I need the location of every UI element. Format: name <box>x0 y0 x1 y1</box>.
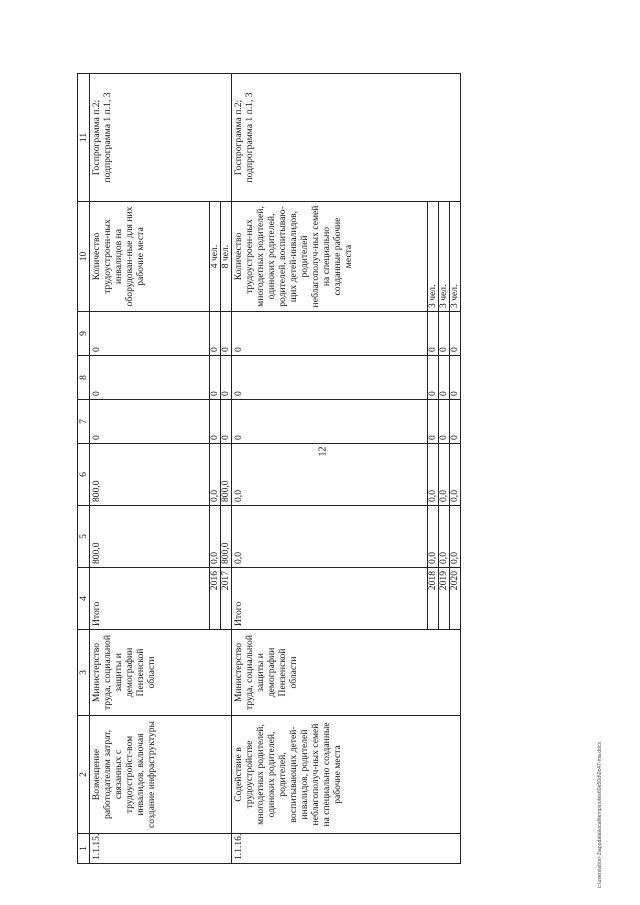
total-col5: 800,0 <box>90 506 210 568</box>
table-row <box>90 74 210 864</box>
col-header-3: 3 <box>78 630 90 716</box>
year-col8: 0 <box>439 356 450 400</box>
year-col6: 0,0 <box>450 444 461 506</box>
year-col7: 0 <box>221 400 232 444</box>
indicator-text: Количество трудоустроен-ных инвалидов на оборудован-ные для них рабочие места <box>90 202 210 312</box>
total-col6: 800,0 <box>90 444 210 506</box>
indicator-text: Количество трудоустроен-ных многодетных родителей, одиноких родителей, родителей, воспитываю-щих детей-инвалидов, родителей неблагополуч-ных семей на специально созданные рабочие места <box>232 202 428 312</box>
program-reference: Госпрограмма п.2; подпрограмма 1 п.1, 3 <box>232 74 461 202</box>
year-cell: 2016 <box>210 568 221 630</box>
year-col7: 0 <box>439 400 450 444</box>
col-header-7: 7 <box>78 400 90 444</box>
row-title: Возмещение работодателям затрат, связанных с трудоустройст-вом инвалидов, включая создание инфраструктуры <box>90 716 232 834</box>
year-cell: 2019 <box>439 568 450 630</box>
row-number: 1.1.15. <box>90 834 232 864</box>
year-col9: 0 <box>428 312 439 356</box>
year-col7: 0 <box>210 400 221 444</box>
year-col8: 0 <box>221 356 232 400</box>
row-executor: Министерство труда, социальной защиты и демографии Пензенской области <box>90 630 232 716</box>
year-col6: 800,0 <box>221 444 232 506</box>
col-header-10: 10 <box>78 202 90 312</box>
year-col7: 0 <box>450 400 461 444</box>
program-table <box>77 73 461 864</box>
page-number: 12 <box>317 446 329 457</box>
year-col6: 0,0 <box>210 444 221 506</box>
total-col9: 0 <box>90 312 210 356</box>
col-header-9: 9 <box>78 312 90 356</box>
total-col6: 0,0 <box>232 444 428 506</box>
program-reference: Госпрограмма п.2; подпрограмма 1 п.1, 3 <box>90 74 232 202</box>
total-col8: 0 <box>232 356 428 400</box>
total-col7: 0 <box>90 400 210 444</box>
col-header-4: 4 <box>78 568 90 630</box>
year-col10: 4 чел. <box>210 202 221 312</box>
year-col8: 0 <box>450 356 461 400</box>
col-header-1: 1 <box>78 834 90 864</box>
year-col7: 0 <box>428 400 439 444</box>
year-col6: 0,0 <box>439 444 450 506</box>
year-cell: 2020 <box>450 568 461 630</box>
year-col10: 3 чел. <box>439 202 450 312</box>
year-col10: 8 чел. <box>221 202 232 312</box>
year-cell: 2017 <box>221 568 232 630</box>
row-title: Содействие в трудоустройстве многодетных родителей, одиноких родителей, родителей, воспитывающих детей-инвалидов, родителей неблагополуч-ных семей на специально созданные рабочие места <box>232 716 461 834</box>
column-number-header <box>78 74 90 864</box>
year-col9: 0 <box>221 312 232 356</box>
total-col9: 0 <box>232 312 428 356</box>
total-col5: 0,0 <box>232 506 428 568</box>
table-row <box>232 74 428 864</box>
row-number: 1.1.16. <box>232 834 461 864</box>
year-col10: 3 чел. <box>450 202 461 312</box>
rotated-table-container <box>77 74 565 864</box>
col-header-2: 2 <box>78 716 90 834</box>
total-label: Итого <box>90 568 210 630</box>
year-col8: 0 <box>210 356 221 400</box>
year-col9: 0 <box>439 312 450 356</box>
year-col9: 0 <box>210 312 221 356</box>
year-col6: 0,0 <box>428 444 439 506</box>
year-col8: 0 <box>428 356 439 400</box>
footer-file-path: c:\users\sbori-1\appdata\local\temp\notes60e50d\0c47-ma.docx <box>597 741 603 888</box>
year-col5: 0,0 <box>439 506 450 568</box>
row-executor: Министерство труда, социальной защиты и демографии Пензенской области <box>232 630 461 716</box>
total-col8: 0 <box>90 356 210 400</box>
col-header-5: 5 <box>78 506 90 568</box>
total-col7: 0 <box>232 400 428 444</box>
year-col10: 3 чел. <box>428 202 439 312</box>
col-header-11: 11 <box>78 74 90 202</box>
year-col9: 0 <box>450 312 461 356</box>
year-col5: 0,0 <box>450 506 461 568</box>
year-cell: 2018 <box>428 568 439 630</box>
col-header-6: 6 <box>78 444 90 506</box>
total-label: Итого <box>232 568 428 630</box>
year-col5: 0,0 <box>428 506 439 568</box>
year-col5: 0,0 <box>210 506 221 568</box>
col-header-8: 8 <box>78 356 90 400</box>
year-col5: 800,0 <box>221 506 232 568</box>
